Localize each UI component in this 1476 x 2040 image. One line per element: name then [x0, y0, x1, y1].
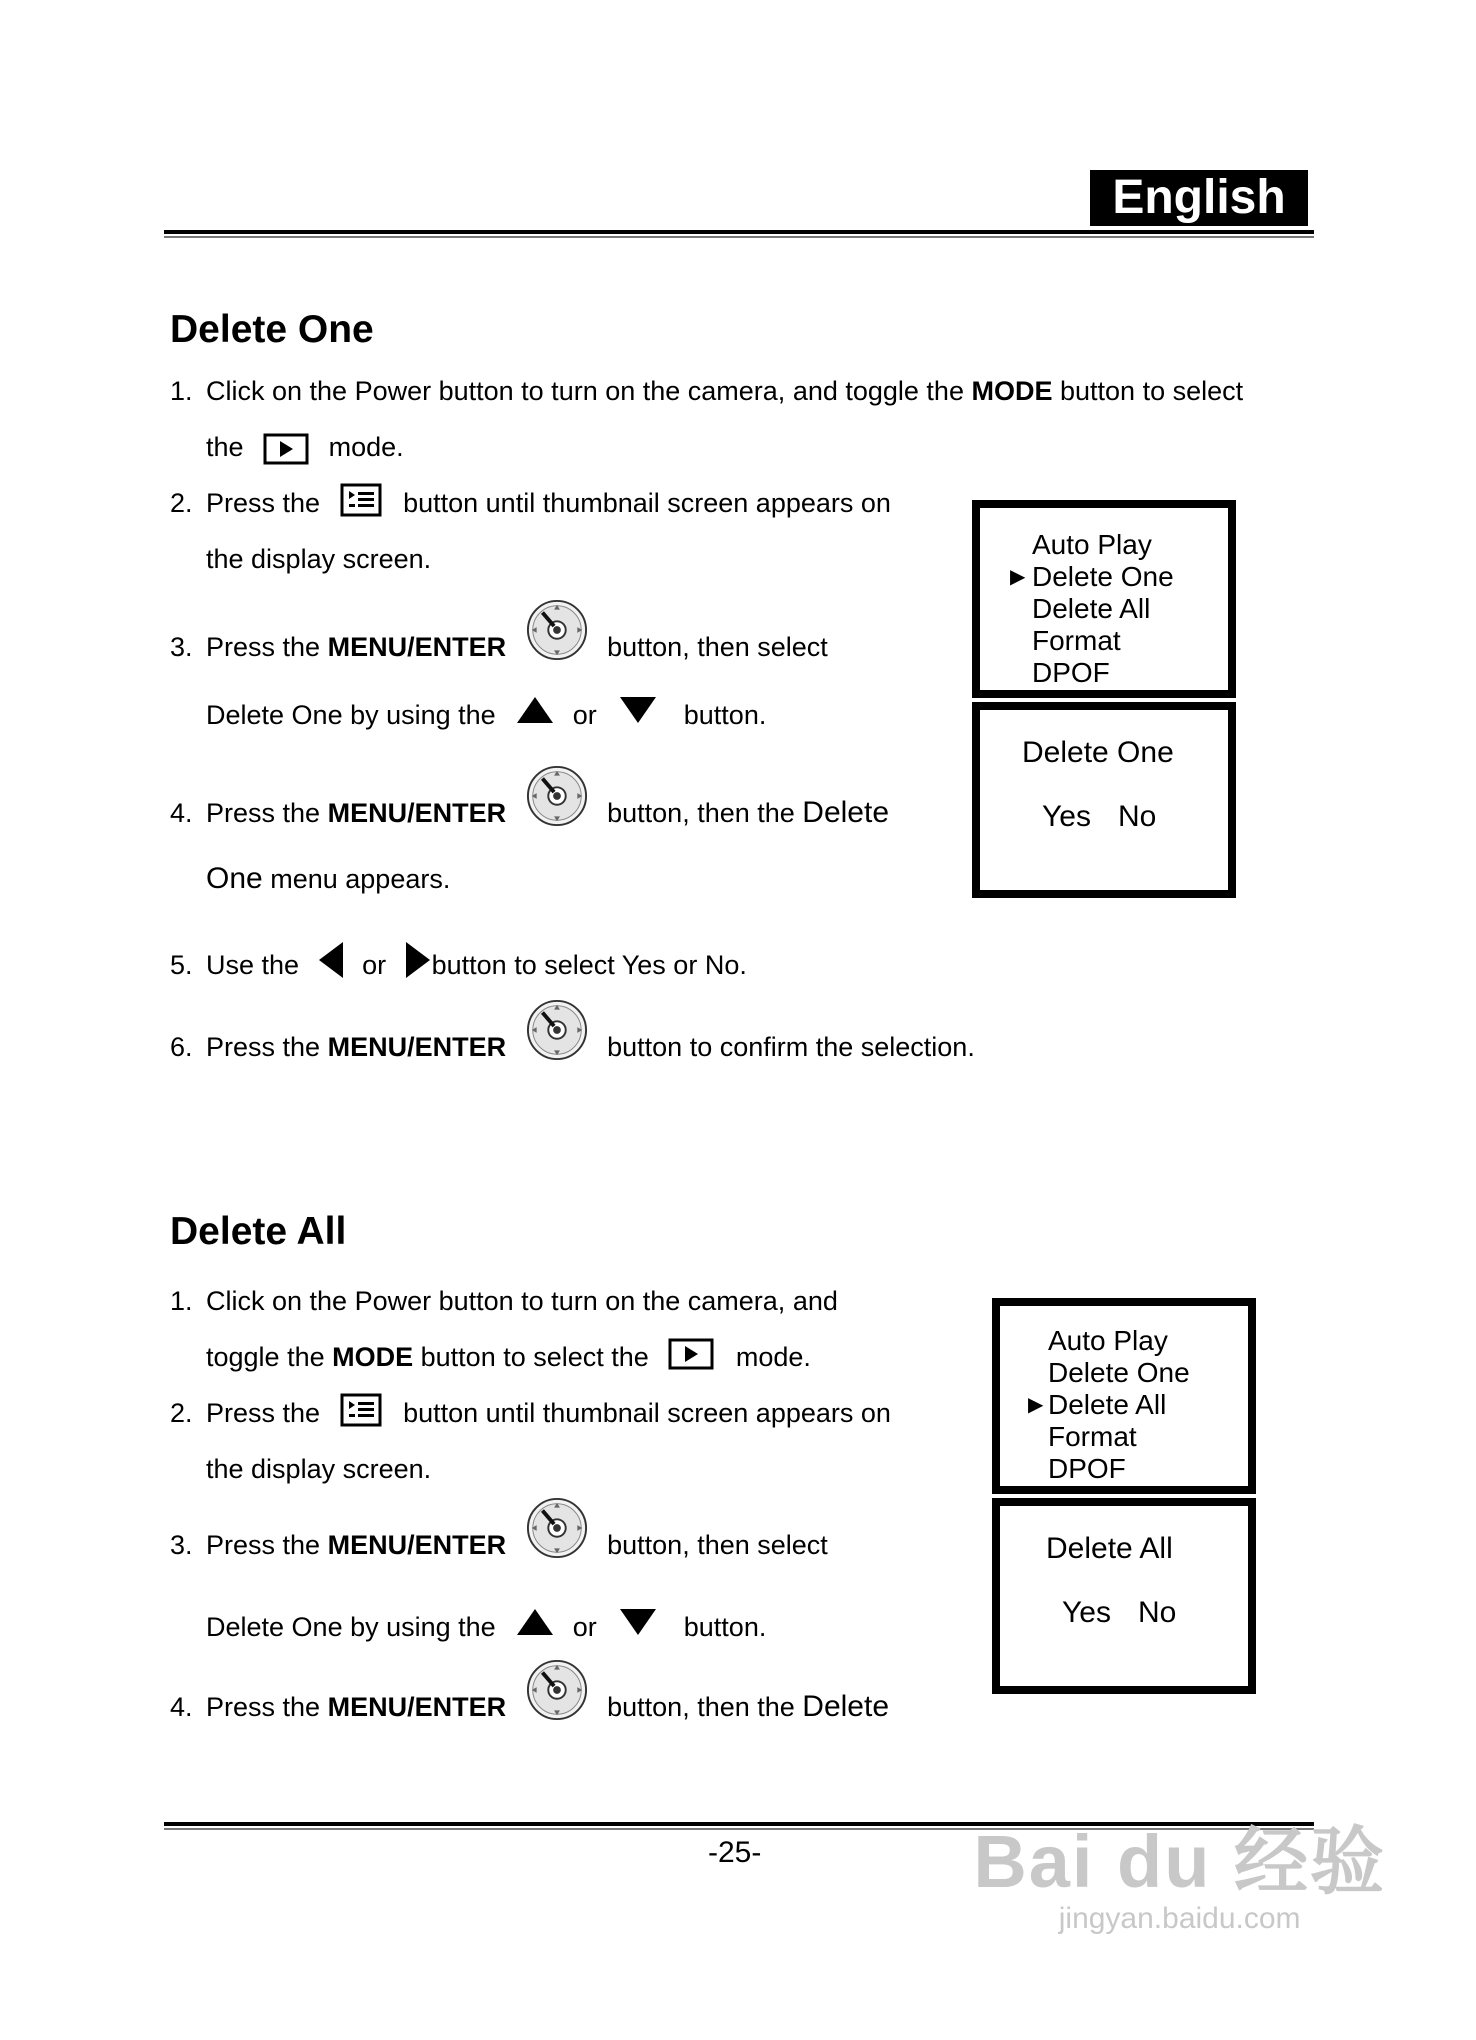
camera-menu-delete-all [992, 1298, 1256, 1494]
section-title-delete-all: Delete All [170, 1210, 347, 1253]
page-number: -25- [708, 1836, 762, 1869]
step-text: Press the [206, 1398, 321, 1428]
dialog-title: Delete All [1046, 1532, 1173, 1565]
step-2-line-2: the display screen. [206, 544, 432, 574]
step-3-line-2 [206, 698, 766, 732]
step-2-line-1 [170, 1396, 891, 1430]
menu-item-dpof: DPOF [1048, 1453, 1126, 1484]
menu-item-format: Format [1032, 625, 1121, 656]
step-text: Press the [206, 488, 321, 518]
step-text: button. [683, 700, 767, 730]
section-title-delete-one: Delete One [170, 308, 374, 351]
menu-enter-icon [526, 1659, 588, 1721]
watermark-url: jingyan.baidu.com [1058, 1902, 1301, 1935]
menu-item-dpof: DPOF [1032, 657, 1110, 688]
step-number: 4. [170, 1692, 193, 1722]
dialog-option-no: No [1118, 800, 1157, 833]
step-number: 6. [170, 1032, 193, 1062]
selection-arrow-icon: ▶ [1010, 566, 1026, 588]
step-text: mode. [328, 432, 404, 462]
up-arrow-icon [515, 1607, 555, 1637]
step-text: Use the [206, 950, 300, 980]
dialog-option-yes: Yes [1062, 1596, 1111, 1629]
step-text: or [362, 950, 387, 980]
step-text: button to confirm the selection. [607, 1032, 975, 1062]
step-number: 2. [170, 488, 193, 518]
header-rule-shadow [164, 236, 1314, 238]
step-text: button until thumbnail screen appears on [403, 1398, 891, 1428]
step-number: 3. [170, 1530, 193, 1560]
step-number: 4. [170, 798, 193, 828]
menu-enter-icon [526, 1497, 588, 1559]
step-text: Press the [206, 1032, 321, 1062]
step-2-line-1 [170, 486, 891, 520]
right-arrow-icon [404, 940, 432, 980]
step-text: or [572, 1612, 597, 1642]
step-6-line [170, 1030, 975, 1064]
step-text: Delete One by using the [206, 700, 496, 730]
step-4-line-1 [170, 796, 889, 830]
menu-enter-icon [526, 765, 588, 827]
step-text: button until thumbnail screen appears on [403, 488, 891, 518]
step-text: button to select the [420, 1342, 649, 1372]
step-1-line-1 [170, 1284, 838, 1318]
step-1-line-2 [206, 1340, 811, 1374]
camera-dialog-delete-all [992, 1498, 1256, 1694]
menu-item-format: Format [1048, 1421, 1137, 1452]
step-text: button, then select [607, 632, 828, 662]
dialog-option-yes: Yes [1042, 800, 1091, 833]
step-text: toggle the [206, 1342, 325, 1372]
menu-item-auto-play: Auto Play [1032, 529, 1152, 560]
step-text: Press the [206, 1692, 321, 1722]
selection-arrow-icon: ▶ [1028, 1394, 1044, 1416]
menu-item-delete-one: Delete One [1032, 561, 1174, 592]
step-number: 1. [170, 376, 193, 406]
menu-enter-icon [526, 599, 588, 661]
left-arrow-icon [317, 940, 345, 980]
mode-label: MODE [332, 1342, 414, 1372]
camera-dialog-delete-one [972, 702, 1236, 898]
delete-menu-name: Delete [802, 1690, 890, 1723]
step-text: or [572, 700, 597, 730]
down-arrow-icon [618, 1607, 658, 1637]
menu-enter-label: MENU/ENTER [327, 632, 507, 662]
step-1-line-2 [206, 430, 404, 465]
step-text: button to select Yes or No. [431, 950, 747, 980]
menu-item-auto-play: Auto Play [1048, 1325, 1168, 1356]
step-3-line-1 [170, 1528, 828, 1562]
step-4-line-2 [206, 862, 450, 896]
step-text: Press the [206, 632, 321, 662]
camera-menu-delete-one [972, 500, 1236, 698]
step-number: 2. [170, 1398, 193, 1428]
playback-mode-icon [263, 433, 309, 465]
step-text: menu appears. [270, 864, 451, 894]
step-text: button. [683, 1612, 767, 1642]
dialog-option-no: No [1138, 1596, 1177, 1629]
menu-enter-label: MENU/ENTER [327, 1032, 507, 1062]
menu-enter-label: MENU/ENTER [327, 1530, 507, 1560]
step-3-line-2 [206, 1610, 766, 1644]
menu-enter-label: MENU/ENTER [327, 1692, 507, 1722]
header-rule [164, 230, 1314, 234]
step-text: button, then the [607, 1692, 795, 1722]
menu-item-delete-all: Delete All [1048, 1389, 1167, 1420]
step-text: mode. [735, 1342, 811, 1372]
step-text: button, then the [607, 798, 795, 828]
thumbnail-icon [340, 483, 382, 517]
step-text: Click on the Power button to turn on the camera, and [206, 1286, 838, 1316]
step-text: Delete One by using the [206, 1612, 496, 1642]
step-text: button to select [1060, 376, 1244, 406]
step-1-line-1 [170, 374, 1243, 408]
down-arrow-icon [618, 695, 658, 725]
watermark-logo: Bai du 经验 [973, 1820, 1386, 1903]
step-text: Press the [206, 798, 321, 828]
step-5-line [170, 948, 747, 982]
thumbnail-icon [340, 1393, 382, 1427]
language-badge: English [1090, 170, 1308, 226]
menu-item-delete-all: Delete All [1032, 593, 1151, 624]
step-text: button, then select [607, 1530, 828, 1560]
baidu-watermark [973, 1822, 1386, 1936]
playback-mode-icon [668, 1338, 714, 1370]
step-number: 1. [170, 1286, 193, 1316]
step-4-line-1 [170, 1690, 889, 1724]
menu-enter-icon [526, 999, 588, 1061]
step-text: Press the [206, 1530, 321, 1560]
step-number: 3. [170, 632, 193, 662]
delete-menu-name: One [206, 862, 263, 895]
delete-menu-name: Delete [802, 796, 890, 829]
step-text: the [206, 432, 244, 462]
dialog-title: Delete One [1022, 736, 1174, 769]
menu-item-delete-one: Delete One [1048, 1357, 1190, 1388]
step-number: 5. [170, 950, 193, 980]
step-text: Click on the Power button to turn on the camera, and toggle the [206, 376, 964, 406]
mode-label: MODE [971, 376, 1053, 406]
step-3-line-1 [170, 630, 828, 664]
menu-enter-label: MENU/ENTER [327, 798, 507, 828]
up-arrow-icon [515, 695, 555, 725]
step-2-line-2: the display screen. [206, 1454, 432, 1484]
